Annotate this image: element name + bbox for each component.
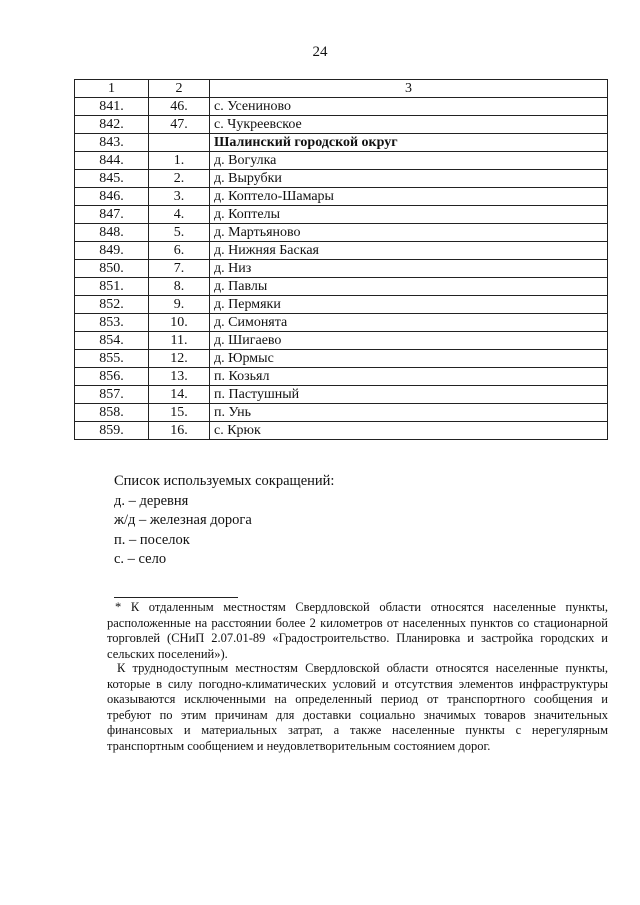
local-number-cell: 3. bbox=[149, 188, 210, 206]
row-number-cell: 845. bbox=[75, 170, 149, 188]
local-number-cell: 7. bbox=[149, 260, 210, 278]
footnote-hard-to-reach-areas: К труднодоступным местностям Свердловской области относятся населенные пункты, которые в силу погодно-климатических условий и отсутствия элементов инфраструктуры оказываются исключенными на определенный период от транспортного сообщения и требуют по этим причинам для доставки социально значимых товаров значительных финансовых и материальных затрат, а также населенные пункты с нерегулярным транспортным сообщением и неудовлетворительным состоянием дорог. bbox=[107, 661, 608, 753]
row-number-cell: 850. bbox=[75, 260, 149, 278]
local-number-cell: 9. bbox=[149, 296, 210, 314]
settlement-name-cell: д. Симонята bbox=[210, 314, 608, 332]
local-number-cell: 5. bbox=[149, 224, 210, 242]
settlement-name-cell: д. Пермяки bbox=[210, 296, 608, 314]
table-row bbox=[75, 170, 608, 188]
row-number-cell: 849. bbox=[75, 242, 149, 260]
table-row bbox=[75, 98, 608, 116]
table-row bbox=[75, 368, 608, 386]
table-row bbox=[75, 134, 608, 152]
settlement-name-cell: с. Усениново bbox=[210, 98, 608, 116]
local-number-cell: 4. bbox=[149, 206, 210, 224]
column-header-2: 2 bbox=[149, 80, 210, 98]
table-row bbox=[75, 116, 608, 134]
table-row bbox=[75, 422, 608, 440]
settlement-name-cell: д. Коптело-Шамары bbox=[210, 188, 608, 206]
row-number-cell: 853. bbox=[75, 314, 149, 332]
row-number-cell: 857. bbox=[75, 386, 149, 404]
row-number-cell: 848. bbox=[75, 224, 149, 242]
settlement-name-cell: п. Козьял bbox=[210, 368, 608, 386]
settlement-name-cell: д. Юрмыс bbox=[210, 350, 608, 368]
settlement-name-cell: д. Мартьяново bbox=[210, 224, 608, 242]
row-number-cell: 856. bbox=[75, 368, 149, 386]
local-number-cell: 15. bbox=[149, 404, 210, 422]
settlement-name-cell: с. Чукреевское bbox=[210, 116, 608, 134]
abbreviations-title: Список используемых сокращений: bbox=[114, 473, 335, 489]
column-header-3: 3 bbox=[210, 80, 608, 98]
row-number-cell: 858. bbox=[75, 404, 149, 422]
footnote-divider bbox=[114, 597, 238, 598]
settlement-name-cell: д. Шигаево bbox=[210, 332, 608, 350]
abbreviation-item: п. – поселок bbox=[114, 531, 190, 548]
settlement-name-cell: п. Унь bbox=[210, 404, 608, 422]
local-number-cell: 2. bbox=[149, 170, 210, 188]
row-number-cell: 854. bbox=[75, 332, 149, 350]
settlement-name-cell: д. Низ bbox=[210, 260, 608, 278]
abbreviation-item: с. – село bbox=[114, 551, 167, 567]
abbreviations-block bbox=[114, 472, 334, 570]
local-number-cell: 47. bbox=[149, 116, 210, 134]
settlement-name-cell: д. Коптелы bbox=[210, 206, 608, 224]
row-number-cell: 855. bbox=[75, 350, 149, 368]
row-number-cell: 859. bbox=[75, 422, 149, 440]
local-number-cell: 1. bbox=[149, 152, 210, 170]
table-row bbox=[75, 350, 608, 368]
table-row bbox=[75, 242, 608, 260]
settlement-name-cell: д. Вырубки bbox=[210, 170, 608, 188]
table-row bbox=[75, 386, 608, 404]
row-number-cell: 852. bbox=[75, 296, 149, 314]
local-number-cell: 8. bbox=[149, 278, 210, 296]
row-number-cell: 842. bbox=[75, 116, 149, 134]
row-number-cell: 841. bbox=[75, 98, 149, 116]
settlement-name-cell: п. Пастушный bbox=[210, 386, 608, 404]
table-row bbox=[75, 152, 608, 170]
footnote-remote-areas: * К отдаленным местностям Свердловской области относятся населенные пункты, расположенные на расстоянии более 2 километров от населенных пунктов со стационарной торговлей (СНиП 2.07.01-89 «Градостроительство. Планировка и застройка городских и сельских поселений»). bbox=[107, 600, 608, 661]
row-number-cell: 843. bbox=[75, 134, 149, 152]
local-number-cell: 12. bbox=[149, 350, 210, 368]
local-number-cell: 11. bbox=[149, 332, 210, 350]
table-row bbox=[75, 314, 608, 332]
table-row bbox=[75, 332, 608, 350]
row-number-cell: 846. bbox=[75, 188, 149, 206]
table-row bbox=[75, 278, 608, 296]
local-number-cell: 13. bbox=[149, 368, 210, 386]
row-number-cell: 851. bbox=[75, 278, 149, 296]
row-number-cell: 847. bbox=[75, 206, 149, 224]
settlement-name-cell: с. Крюк bbox=[210, 422, 608, 440]
abbreviation-item: ж/д – железная дорога bbox=[114, 512, 252, 528]
table-row bbox=[75, 404, 608, 422]
column-header-1: 1 bbox=[75, 80, 149, 98]
abbreviation-item: д. – деревня bbox=[114, 492, 189, 509]
local-number-cell: 6. bbox=[149, 242, 210, 260]
table-row bbox=[75, 206, 608, 224]
local-number-cell: 16. bbox=[149, 422, 210, 440]
table-row bbox=[75, 260, 608, 278]
settlements-table bbox=[74, 79, 608, 440]
row-number-cell: 844. bbox=[75, 152, 149, 170]
local-number-cell: 46. bbox=[149, 98, 210, 116]
settlement-name-cell: д. Вогулка bbox=[210, 152, 608, 170]
table-header-row bbox=[75, 80, 608, 98]
table-row bbox=[75, 188, 608, 206]
settlement-name-cell: д. Нижняя Баская bbox=[210, 242, 608, 260]
page-number: 24 bbox=[312, 44, 328, 60]
local-number-cell: 14. bbox=[149, 386, 210, 404]
settlement-name-cell: д. Павлы bbox=[210, 278, 608, 296]
local-number-cell bbox=[149, 134, 210, 152]
local-number-cell: 10. bbox=[149, 314, 210, 332]
table-row bbox=[75, 224, 608, 242]
table-row bbox=[75, 296, 608, 314]
settlement-name-cell: Шалинский городской округ bbox=[210, 134, 608, 152]
